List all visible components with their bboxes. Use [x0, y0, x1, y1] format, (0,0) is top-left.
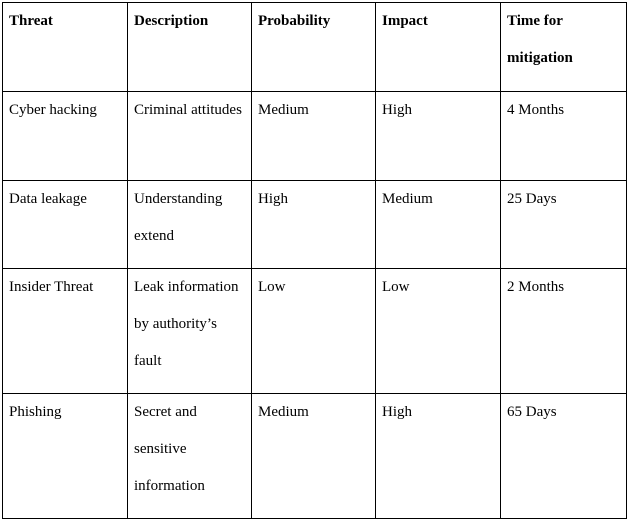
threat-risk-table — [2, 2, 627, 519]
threat-cell-text: Cyber hacking — [9, 102, 97, 118]
description-cell-text: Criminal attitudes — [134, 102, 242, 118]
threat-cell-text: Insider Threat — [9, 279, 94, 295]
header-threat — [3, 3, 128, 92]
probability-cell-text: High — [258, 191, 288, 207]
threat-cell-text: Data leakage — [9, 191, 87, 207]
threat-cell — [3, 394, 128, 519]
header-impact-label: Impact — [382, 13, 428, 29]
time-cell-text: 2 Months — [507, 279, 565, 295]
header-probability-label: Probability — [258, 13, 331, 29]
time-cell — [501, 269, 627, 394]
header-threat-label: Threat — [9, 13, 53, 29]
description-cell — [128, 92, 252, 181]
probability-cell — [252, 394, 376, 519]
threat-cell-text: Phishing — [9, 404, 62, 420]
description-cell-text: Leak information by authority’s fault — [134, 279, 239, 369]
probability-cell-text: Medium — [258, 404, 309, 420]
threat-cell — [3, 269, 128, 394]
table-row — [3, 92, 627, 181]
threat-cell — [3, 181, 128, 269]
impact-cell — [376, 269, 501, 394]
time-cell-text: 4 Months — [507, 102, 565, 118]
probability-cell — [252, 181, 376, 269]
impact-cell-text: Low — [382, 279, 410, 295]
header-probability — [252, 3, 376, 92]
time-cell — [501, 394, 627, 519]
impact-cell — [376, 394, 501, 519]
impact-cell-text: High — [382, 102, 412, 118]
description-cell — [128, 269, 252, 394]
probability-cell — [252, 92, 376, 181]
impact-cell-text: High — [382, 404, 412, 420]
impact-cell — [376, 92, 501, 181]
description-cell-text: Secret and sensitive information — [134, 404, 205, 494]
probability-cell — [252, 269, 376, 394]
probability-cell-text: Medium — [258, 102, 309, 118]
table-row — [3, 181, 627, 269]
time-cell-text: 65 Days — [507, 404, 557, 420]
impact-cell — [376, 181, 501, 269]
description-cell — [128, 394, 252, 519]
header-time-for-mitigation — [501, 3, 627, 92]
table-row — [3, 394, 627, 519]
probability-cell-text: Low — [258, 279, 286, 295]
time-cell — [501, 92, 627, 181]
threat-cell — [3, 92, 128, 181]
description-cell-text: Understanding extend — [134, 191, 223, 244]
impact-cell-text: Medium — [382, 191, 433, 207]
table-row — [3, 269, 627, 394]
header-description — [128, 3, 252, 92]
time-cell — [501, 181, 627, 269]
description-cell — [128, 181, 252, 269]
time-cell-text: 25 Days — [507, 191, 557, 207]
table-header-row — [3, 3, 627, 92]
header-time-label: Time for mitigation — [507, 13, 573, 66]
header-description-label: Description — [134, 13, 209, 29]
header-impact — [376, 3, 501, 92]
